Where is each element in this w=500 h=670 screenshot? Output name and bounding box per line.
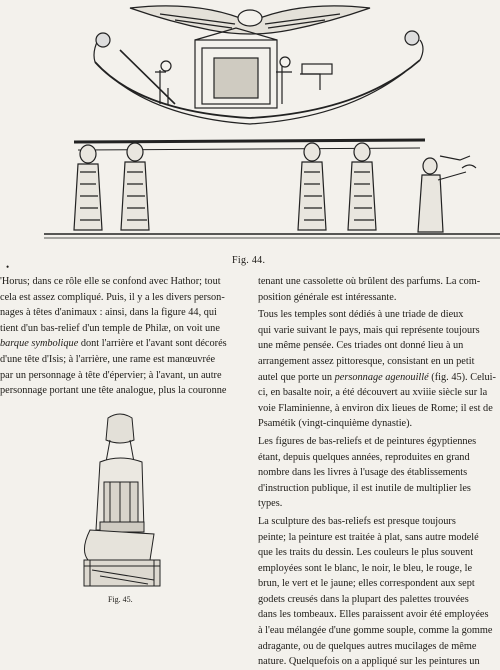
italic-phrase: personnage agenouillé — [334, 371, 429, 383]
right-text-column — [258, 274, 500, 670]
text-line-rest: (fig. 45). Celui- — [428, 371, 496, 383]
text-line: tenant une cassolette où brûlent des parfums. La com- — [258, 276, 481, 287]
figure-45-caption: Fig. 45. — [108, 595, 133, 604]
italic-phrase: barque symbolique — [0, 338, 79, 350]
text-line — [0, 336, 240, 352]
margin-mark: • — [6, 262, 10, 272]
text-line: godets creusés dans la plupart des palettes trouvées — [258, 593, 469, 605]
text-line: d'instruction publique, il est inutile de multiplier les — [258, 482, 471, 494]
text-line: nature. Quelquefois on a appliqué sur les peintures un — [258, 656, 480, 668]
text-line: qui varie suivant le pays, mais qui représente toujours — [258, 324, 480, 336]
text-line: arrangement assez pittoresque, consistant en un petit — [258, 355, 475, 367]
text-line-lead: autel que porte un — [258, 371, 335, 383]
text-line: à l'eau mélangée d'une gomme souple, comme la gomme — [258, 625, 493, 637]
text-line: types. — [258, 498, 283, 510]
text-line: étant, depuis quelques années, reproduites en grand — [258, 451, 470, 463]
text-line-rest: dont l'arrière et l'avant sont décorés — [78, 338, 227, 350]
figure-44-engraving — [0, 0, 500, 250]
left-text-column — [0, 274, 240, 399]
text-line: que les traits du dessin. Les couleurs le plus souvent — [258, 547, 474, 559]
text-line: nages à têtes d'animaux : ainsi, dans la figure 44, qui — [0, 307, 217, 319]
text-line: Psamétik (vingt-cinquième dynastie). — [258, 418, 413, 430]
text-line: adragante, ou de quelques autres mucilages de même — [258, 640, 477, 652]
text-line: tient d'un bas-relief d'un temple de Philæ, on voit une — [0, 322, 220, 334]
figure-45-engraving — [70, 410, 170, 595]
text-line: Les figures de bas-reliefs et de peintures égyptiennes — [258, 435, 477, 447]
text-line: nombre dans les livres à l'usage des établissements — [258, 467, 468, 479]
text-line: dans les tombeaux. Elles paraissent avoir été employées — [258, 609, 489, 621]
figure-44-caption: Fig. 44. — [232, 255, 266, 266]
text-line: ci, en basalte noir, a été découvert au xviiie siècle sur la — [258, 387, 488, 399]
text-line: par un personnage à tête d'épervier; à l'avant, un autre — [0, 369, 222, 381]
text-line: personnage portant une tête analogue, plus la couronne — [0, 385, 227, 397]
text-line: employées sont le blanc, le noir, le bleu, le rouge, le — [258, 562, 473, 574]
text-line: brun, le vert et le jaune; elles correspondent aux sept — [258, 578, 475, 590]
text-line: peinte; la peinture est traitée à plat, sans autre modelé — [258, 531, 479, 543]
text-line: voie Flaminienne, à environ dix lieues de Rome; il est de — [258, 402, 493, 414]
text-line: d'une tête d'Isis; à l'arrière, une rame est manœuvrée — [0, 353, 216, 365]
text-line — [258, 370, 500, 386]
text-line: La sculpture des bas-reliefs est presque toujours — [258, 515, 456, 527]
text-line: position générale est intéressante. — [258, 291, 397, 303]
text-line: une même pensée. Ces triades ont donné lieu à un — [258, 340, 464, 352]
text-line: Tous les temples sont dédiés à une triade de dieux — [258, 309, 464, 321]
text-line: 'Horus; dans ce rôle elle se confond avec Hathor; tout — [0, 276, 221, 287]
text-line: cela est assez compliqué. Puis, il y a les divers person- — [0, 291, 225, 303]
